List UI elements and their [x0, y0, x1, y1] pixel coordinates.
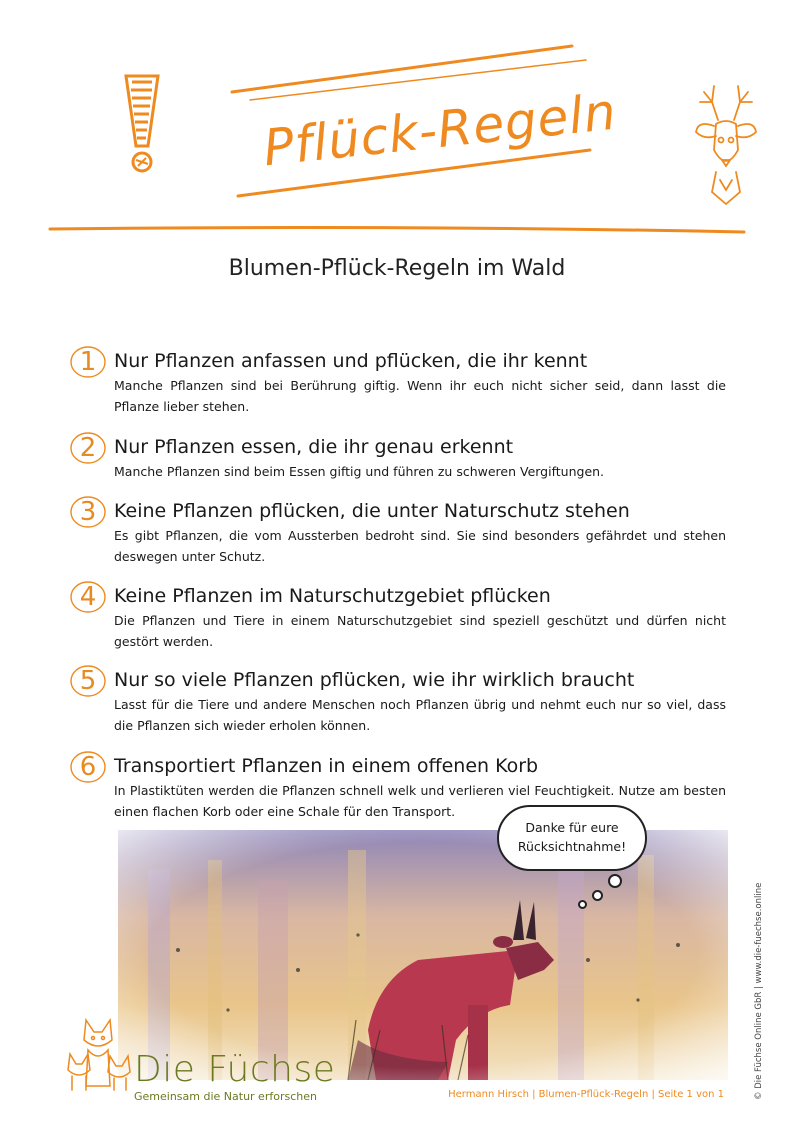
rule-number: 1 — [79, 347, 97, 377]
thought-dot — [578, 900, 587, 909]
rule-text: Manche Pflanzen sind beim Essen giftig und führen zu schweren Vergiftungen. — [114, 464, 605, 479]
deer-head-icon — [690, 80, 762, 222]
side-copyright: © Die Füchse Online GbR | www.die-fuechse.online — [754, 882, 764, 1100]
rule-number-badge — [70, 751, 106, 783]
speech-bubble-line1: Danke für eure — [525, 820, 619, 835]
rule-number: 2 — [79, 433, 97, 463]
rule-heading: Nur Pflanzen essen, die ihr genau erkennt — [114, 436, 514, 458]
deer-illustration — [118, 830, 728, 1080]
rule-number-badge — [70, 432, 106, 464]
brand-name: Die Füchse — [134, 1049, 336, 1090]
rule-number: 3 — [79, 497, 97, 527]
exclamation-icon — [118, 72, 166, 176]
page-subtitle: Blumen-Pflück-Regeln im Wald — [228, 256, 566, 281]
rule-number-badge — [70, 581, 106, 613]
rule-text: Es gibt Pflanzen, die vom Aussterben bedroht sind. Sie sind besonders gefährdet und stehen deswegen unter Schutz. — [114, 528, 726, 564]
rule-text: Lasst für die Tiere und andere Menschen noch Pflanzen übrig und nehmt euch nur so viel, dass die Pflanzen sich wieder erholen können. — [114, 697, 726, 733]
rule-number: 4 — [79, 582, 97, 612]
thought-dot — [592, 890, 603, 901]
rule-text: In Plastiktüten werden die Pflanzen schnell welk und verlieren viel Feuchtigkeit. Nutze am besten einen flachen Korb oder eine Schale für den Transport. — [114, 783, 726, 819]
rule-heading: Keine Pflanzen im Naturschutzgebiet pflücken — [114, 585, 551, 607]
rule-number-badge — [70, 346, 106, 378]
rule-heading: Transportiert Pflanzen in einem offenen Korb — [114, 755, 539, 777]
brand-tagline: Gemeinsam die Natur erforschen — [134, 1090, 317, 1103]
page-footer: Hermann Hirsch | Blumen-Pflück-Regeln | Seite 1 von 1 — [448, 1089, 724, 1100]
rule-heading: Nur so viele Pflanzen pflücken, wie ihr wirklich braucht — [114, 669, 635, 691]
speech-bubble — [497, 805, 647, 871]
page-title: Pflück-Regeln — [260, 82, 620, 178]
rule-heading: Keine Pflanzen pflücken, die unter Naturschutz stehen — [114, 500, 630, 522]
rule-text: Die Pflanzen und Tiere in einem Naturschutzgebiet sind speziell geschützt und dürfen nicht gestört werden. — [114, 613, 726, 649]
rule-number-badge — [70, 496, 106, 528]
rule-number: 5 — [79, 666, 97, 696]
speech-bubble-line2: Rücksichtnahme! — [517, 839, 627, 854]
thought-dot — [608, 874, 622, 888]
rule-number: 6 — [79, 752, 97, 782]
rule-heading: Nur Pflanzen anfassen und pflücken, die ihr kennt — [114, 350, 588, 372]
fox-family-icon — [66, 1010, 136, 1092]
rule-number-badge — [70, 665, 106, 697]
rule-text: Manche Pflanzen sind bei Berührung giftig. Wenn ihr euch nicht sicher seid, dann lasst die Pflanze lieber stehen. — [114, 378, 726, 414]
